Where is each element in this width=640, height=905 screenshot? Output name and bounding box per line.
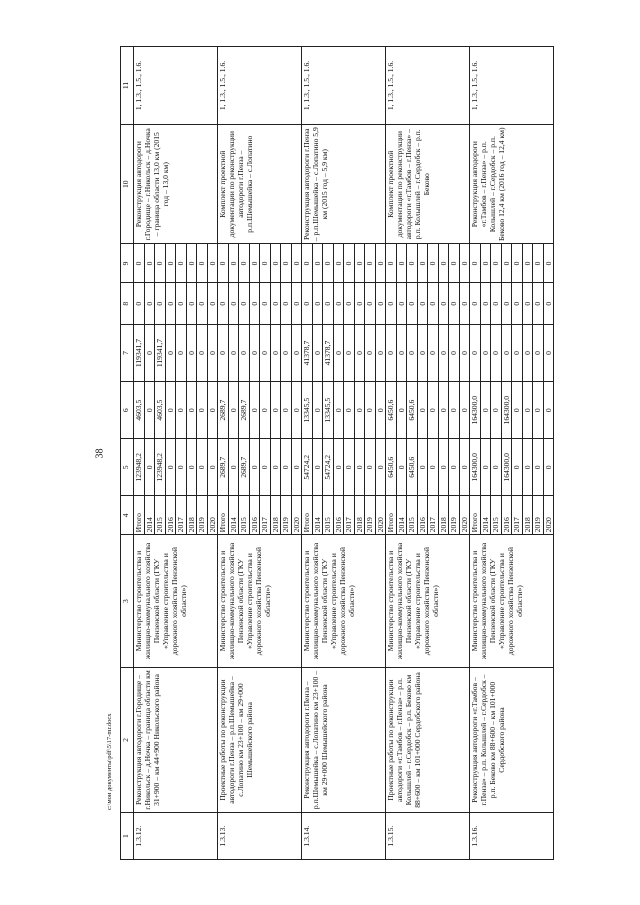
amount-cell: 0 [176, 244, 187, 283]
year-cell: 2018 [354, 496, 365, 535]
row-link: 1, 1.3., 1.5., 1.6. [386, 47, 470, 125]
amount-cell: 0 [459, 324, 470, 381]
column-header: 9 [121, 244, 134, 283]
row-id: 1.3.16. [470, 813, 554, 860]
amount-cell: 0 [176, 324, 187, 381]
amount-cell: 6450,6 [386, 439, 397, 496]
amount-cell: 0 [260, 324, 271, 381]
amount-cell: 0 [533, 324, 544, 381]
amount-cell: 13345,5 [302, 382, 313, 439]
table-row [470, 47, 481, 860]
column-header: 2 [121, 667, 134, 812]
column-header: 1 [121, 813, 134, 860]
row-link: 1, 1.3., 1.5., 1.6. [470, 47, 554, 125]
amount-cell: 0 [459, 244, 470, 283]
amount-cell: 0 [281, 382, 292, 439]
amount-cell: 0 [480, 382, 491, 439]
amount-cell: 0 [281, 283, 292, 325]
amount-cell: 0 [396, 382, 407, 439]
row-measure-name: Реконструкция автодороги г.Городище – г.Никольск – д.Ночка – граница области км 31+900 – км 44+900 Никольского района [134, 667, 218, 812]
amount-cell: 0 [512, 244, 523, 283]
amount-cell: 0 [270, 324, 281, 381]
column-header: 7 [121, 324, 134, 381]
column-header: 6 [121, 382, 134, 439]
amount-cell: 0 [375, 382, 386, 439]
amount-cell: 0 [491, 439, 502, 496]
amount-cell: 0 [365, 324, 376, 381]
amount-cell: 0 [207, 439, 218, 496]
amount-cell: 0 [260, 244, 271, 283]
year-cell: 2015 [155, 496, 166, 535]
amount-cell: 13345,5 [323, 382, 334, 439]
amount-cell: 0 [281, 439, 292, 496]
amount-cell: 0 [438, 382, 449, 439]
amount-cell: 0 [417, 382, 428, 439]
amount-cell: 0 [239, 324, 250, 381]
amount-cell: 0 [459, 439, 470, 496]
amount-cell: 0 [522, 244, 533, 283]
year-cell: Итого [386, 496, 397, 535]
amount-cell: 0 [155, 283, 166, 325]
year-cell: 2014 [228, 496, 239, 535]
amount-cell: 0 [512, 439, 523, 496]
row-id: 1.3.15. [386, 813, 470, 860]
year-cell: 2019 [197, 496, 208, 535]
year-cell: 2014 [396, 496, 407, 535]
year-cell: 2020 [459, 496, 470, 535]
amount-cell: 0 [512, 382, 523, 439]
amount-cell: 0 [407, 324, 418, 381]
amount-cell: 0 [207, 324, 218, 381]
amount-cell: 0 [186, 382, 197, 439]
row-id: 1.3.14. [302, 813, 386, 860]
amount-cell: 0 [365, 283, 376, 325]
amount-cell: 0 [249, 324, 260, 381]
amount-cell: 0 [449, 382, 460, 439]
amount-cell: 0 [144, 439, 155, 496]
row-result: Реконструкция автодороги г.Пенза – р.п.Шемышейка – с.Лопатино 5,9 км (2015 год – 5,9 км) [302, 124, 386, 243]
amount-cell: 0 [480, 244, 491, 283]
amount-cell: 6450,6 [386, 382, 397, 439]
amount-cell: 0 [470, 283, 481, 325]
year-cell: 2016 [501, 496, 512, 535]
amount-cell: 0 [333, 439, 344, 496]
year-cell: 2014 [144, 496, 155, 535]
amount-cell: 123948,2 [134, 439, 145, 496]
amount-cell: 0 [249, 439, 260, 496]
amount-cell: 0 [239, 244, 250, 283]
amount-cell: 0 [428, 324, 439, 381]
amount-cell: 0 [522, 439, 533, 496]
amount-cell: 0 [438, 244, 449, 283]
amount-cell: 0 [270, 283, 281, 325]
amount-cell: 0 [354, 382, 365, 439]
amount-cell: 0 [323, 244, 334, 283]
amount-cell: 0 [449, 439, 460, 496]
row-link: 1, 1.3., 1.5., 1.6. [218, 47, 302, 125]
amount-cell: 0 [354, 283, 365, 325]
amount-cell: 0 [354, 324, 365, 381]
year-cell: 2016 [417, 496, 428, 535]
amount-cell: 0 [491, 244, 502, 283]
row-link: 1, 1.3., 1.5., 1.6. [134, 47, 218, 125]
amount-cell: 0 [543, 324, 554, 381]
amount-cell: 0 [501, 324, 512, 381]
amount-cell: 0 [186, 439, 197, 496]
row-measure-name: Проектные работы по реконструкции автодороги г.Пенза – р.п.Шемышейка – с.Лопатино км 23+100 – км 29+000 Шемышейского района [218, 667, 302, 812]
year-cell: 2018 [438, 496, 449, 535]
amount-cell: 0 [396, 283, 407, 325]
amount-cell: 0 [396, 324, 407, 381]
amount-cell: 0 [344, 244, 355, 283]
amount-cell: 0 [522, 324, 533, 381]
amount-cell: 0 [344, 283, 355, 325]
amount-cell: 0 [228, 382, 239, 439]
year-cell: 2019 [365, 496, 376, 535]
amount-cell: 0 [533, 283, 544, 325]
amount-cell: 0 [165, 324, 176, 381]
amount-cell: 0 [165, 439, 176, 496]
table-row [386, 47, 397, 860]
amount-cell: 0 [449, 283, 460, 325]
row-executor: Министерство строительства и жилищно-коммунального хозяйства Пензенской области (ГКУ «Управление строительства и дорожного хозяйства Пензенской области») [218, 535, 302, 667]
column-header: 10 [121, 124, 134, 243]
amount-cell: 0 [459, 382, 470, 439]
amount-cell: 54724,2 [302, 439, 313, 496]
amount-cell: 6450,6 [407, 439, 418, 496]
amount-cell: 0 [155, 244, 166, 283]
amount-cell: 0 [218, 324, 229, 381]
amount-cell: 0 [543, 283, 554, 325]
amount-cell: 0 [281, 244, 292, 283]
amount-cell: 0 [501, 283, 512, 325]
amount-cell: 0 [270, 439, 281, 496]
amount-cell: 0 [417, 244, 428, 283]
amount-cell: 0 [291, 244, 302, 283]
amount-cell: 0 [291, 283, 302, 325]
amount-cell: 0 [197, 244, 208, 283]
amount-cell: 0 [386, 244, 397, 283]
amount-cell: 0 [543, 244, 554, 283]
amount-cell: 0 [522, 283, 533, 325]
amount-cell: 0 [438, 324, 449, 381]
amount-cell: 0 [491, 324, 502, 381]
amount-cell: 0 [344, 439, 355, 496]
amount-cell: 0 [501, 244, 512, 283]
column-header: 11 [121, 47, 134, 125]
year-cell: 2019 [281, 496, 292, 535]
amount-cell: 0 [470, 324, 481, 381]
amount-cell: 0 [354, 244, 365, 283]
amount-cell: 119341,7 [134, 324, 145, 381]
amount-cell: 0 [417, 439, 428, 496]
amount-cell: 0 [186, 244, 197, 283]
amount-cell: 0 [302, 244, 313, 283]
amount-cell: 41378,7 [302, 324, 313, 381]
amount-cell: 0 [365, 382, 376, 439]
amount-cell: 54724,2 [323, 439, 334, 496]
row-executor: Министерство строительства и жилищно-коммунального хозяйства Пензенской области (ГКУ «Управление строительства и дорожного хозяйства Пензенской области») [302, 535, 386, 667]
amount-cell: 0 [428, 382, 439, 439]
column-header: 8 [121, 283, 134, 325]
amount-cell: 0 [459, 283, 470, 325]
amount-cell: 0 [270, 244, 281, 283]
amount-cell: 0 [386, 324, 397, 381]
amount-cell: 0 [186, 324, 197, 381]
row-result: Реконструкция автодороги г.Городище – г.Никольск – д.Ночка – граница области 13,0 км (2015 год – 13,0 км) [134, 124, 218, 243]
year-cell: 2015 [407, 496, 418, 535]
amount-cell: 0 [449, 324, 460, 381]
amount-cell: 0 [312, 439, 323, 496]
amount-cell: 0 [543, 439, 554, 496]
amount-cell: 123948,2 [155, 439, 166, 496]
amount-cell: 41378,7 [323, 324, 334, 381]
amount-cell: 0 [144, 283, 155, 325]
file-path-footer: c:\мои документы\pdf\5\17-mr.docx [106, 713, 113, 810]
amount-cell: 0 [207, 244, 218, 283]
row-measure-name: Реконструкция автодороги г.Пенза – р.п.Шемышейка – с.Лопатино км 23+100 – км 29+000 Шемышейского района [302, 667, 386, 812]
amount-cell: 0 [312, 382, 323, 439]
year-cell: 2015 [239, 496, 250, 535]
amount-cell: 0 [375, 439, 386, 496]
table-body [134, 47, 554, 860]
year-cell: 2018 [270, 496, 281, 535]
amount-cell: 0 [228, 439, 239, 496]
year-cell: 2019 [449, 496, 460, 535]
year-cell: 2017 [512, 496, 523, 535]
amount-cell: 0 [312, 283, 323, 325]
amount-cell: 0 [134, 283, 145, 325]
amount-cell: 0 [417, 283, 428, 325]
year-cell: 2018 [522, 496, 533, 535]
row-id: 1.3.12. [134, 813, 218, 860]
year-cell: Итого [470, 496, 481, 535]
amount-cell: 0 [344, 382, 355, 439]
amount-cell: 0 [207, 283, 218, 325]
page-number: 38 [94, 448, 106, 459]
year-cell: 2017 [344, 496, 355, 535]
year-cell: 2014 [480, 496, 491, 535]
table-row [302, 47, 313, 860]
amount-cell: 0 [491, 283, 502, 325]
amount-cell: 0 [533, 382, 544, 439]
amount-cell: 0 [428, 283, 439, 325]
amount-cell: 0 [260, 439, 271, 496]
year-cell: Итого [134, 496, 145, 535]
year-cell: 2015 [491, 496, 502, 535]
amount-cell: 164300,0 [501, 439, 512, 496]
year-cell: 2020 [375, 496, 386, 535]
amount-cell: 0 [197, 382, 208, 439]
amount-cell: 0 [176, 382, 187, 439]
year-cell: 2016 [165, 496, 176, 535]
year-cell: 2017 [260, 496, 271, 535]
year-cell: 2015 [323, 496, 334, 535]
amount-cell: 0 [281, 324, 292, 381]
amount-cell: 0 [144, 382, 155, 439]
row-measure-name: Реконструкция автодороги «г.Тамбов – г.Пенза» – р.п. Колышлей – г.Сердобск – р.п. Беково км 88+600 – км 101+000 Сердобского района [470, 667, 554, 812]
amount-cell: 0 [333, 244, 344, 283]
amount-cell: 0 [543, 382, 554, 439]
year-cell: Итого [302, 496, 313, 535]
amount-cell: 0 [396, 244, 407, 283]
amount-cell: 0 [522, 382, 533, 439]
amount-cell: 0 [396, 439, 407, 496]
program-table [120, 46, 554, 860]
amount-cell: 0 [438, 439, 449, 496]
amount-cell: 2689,7 [218, 382, 229, 439]
row-executor: Министерство строительства и жилищно-коммунального хозяйства Пензенской области (ГКУ «Управление строительства и дорожного хозяйства Пензенской области») [386, 535, 470, 667]
amount-cell: 0 [228, 324, 239, 381]
year-cell: 2020 [207, 496, 218, 535]
amount-cell: 0 [407, 244, 418, 283]
amount-cell: 4603,5 [155, 382, 166, 439]
table-row [218, 47, 229, 860]
row-link: 1, 1.3., 1.5., 1.6. [302, 47, 386, 125]
year-cell: 2016 [249, 496, 260, 535]
row-measure-name: Проектные работы по реконструкции автодороги «г.Тамбов – г.Пенза» – р.п. Колышлей – г.Сердобск – р.п. Беково км 88+600 – км 101+000 Сердобского района [386, 667, 470, 812]
amount-cell: 0 [533, 244, 544, 283]
amount-cell: 0 [333, 382, 344, 439]
amount-cell: 0 [407, 283, 418, 325]
row-id: 1.3.13. [218, 813, 302, 860]
amount-cell: 0 [470, 244, 481, 283]
row-result: Комплект проектной документации по реконструкции автодороги «г.Тамбов – г.Пенза» – р.п. Колышлей – г.Сердобск – р.п. Беково [386, 124, 470, 243]
amount-cell: 0 [438, 283, 449, 325]
amount-cell: 0 [249, 283, 260, 325]
row-result: Реконструкция автодороги «г.Тамбов – г.Пенза» – р.п. Колышлей – г.Сердобск – р.п. Беково 12,4 км (2016 год – 12,4 км) [470, 124, 554, 243]
row-result: Комплект проектной документации по реконструкции автодороги г.Пенза – р.п.Шемышейка – с.Лопатино [218, 124, 302, 243]
amount-cell: 0 [333, 324, 344, 381]
year-cell: 2018 [186, 496, 197, 535]
amount-cell: 119341,7 [155, 324, 166, 381]
amount-cell: 164300,0 [470, 439, 481, 496]
amount-cell: 164300,0 [501, 382, 512, 439]
amount-cell: 0 [144, 244, 155, 283]
amount-cell: 0 [375, 244, 386, 283]
amount-cell: 0 [249, 244, 260, 283]
program-table-container [120, 46, 596, 860]
amount-cell: 0 [302, 283, 313, 325]
amount-cell: 0 [197, 439, 208, 496]
amount-cell: 0 [134, 244, 145, 283]
amount-cell: 0 [186, 283, 197, 325]
amount-cell: 0 [260, 382, 271, 439]
amount-cell: 0 [512, 283, 523, 325]
amount-cell: 0 [176, 439, 187, 496]
amount-cell: 0 [365, 244, 376, 283]
amount-cell: 0 [428, 244, 439, 283]
amount-cell: 0 [449, 244, 460, 283]
row-executor: Министерство строительства и жилищно-коммунального хозяйства Пензенской области (ГКУ «Управление строительства и дорожного хозяйства Пензенской области») [470, 535, 554, 667]
column-number-row [121, 47, 134, 860]
amount-cell: 0 [165, 382, 176, 439]
amount-cell: 0 [533, 439, 544, 496]
year-cell: 2020 [543, 496, 554, 535]
amount-cell: 0 [291, 439, 302, 496]
amount-cell: 0 [491, 382, 502, 439]
amount-cell: 0 [312, 244, 323, 283]
amount-cell: 0 [333, 283, 344, 325]
amount-cell: 164300,0 [470, 382, 481, 439]
row-executor: Министерство строительства и жилищно-коммунального хозяйства Пензенской области (ГКУ «Управление строительства и дорожного хозяйства Пензенской области») [134, 535, 218, 667]
amount-cell: 0 [312, 324, 323, 381]
amount-cell: 0 [480, 324, 491, 381]
amount-cell: 0 [207, 382, 218, 439]
column-header: 4 [121, 496, 134, 535]
amount-cell: 2689,7 [218, 439, 229, 496]
year-cell: 2019 [533, 496, 544, 535]
amount-cell: 0 [417, 324, 428, 381]
amount-cell: 0 [228, 244, 239, 283]
column-header: 3 [121, 535, 134, 667]
amount-cell: 0 [197, 283, 208, 325]
amount-cell: 0 [270, 382, 281, 439]
amount-cell: 0 [228, 283, 239, 325]
amount-cell: 0 [354, 439, 365, 496]
table-row [134, 47, 145, 860]
amount-cell: 0 [375, 324, 386, 381]
year-cell: 2014 [312, 496, 323, 535]
amount-cell: 0 [218, 283, 229, 325]
amount-cell: 0 [512, 324, 523, 381]
amount-cell: 0 [323, 283, 334, 325]
amount-cell: 0 [480, 439, 491, 496]
year-cell: 2017 [176, 496, 187, 535]
amount-cell: 2689,7 [239, 439, 250, 496]
amount-cell: 0 [344, 324, 355, 381]
amount-cell: 4603,5 [134, 382, 145, 439]
amount-cell: 0 [239, 283, 250, 325]
amount-cell: 0 [375, 283, 386, 325]
year-cell: 2020 [291, 496, 302, 535]
amount-cell: 0 [218, 244, 229, 283]
amount-cell: 0 [165, 244, 176, 283]
amount-cell: 0 [386, 283, 397, 325]
year-cell: Итого [218, 496, 229, 535]
amount-cell: 0 [144, 324, 155, 381]
amount-cell: 6450,6 [407, 382, 418, 439]
amount-cell: 0 [428, 439, 439, 496]
amount-cell: 0 [176, 283, 187, 325]
amount-cell: 2689,7 [239, 382, 250, 439]
amount-cell: 0 [260, 283, 271, 325]
year-cell: 2017 [428, 496, 439, 535]
amount-cell: 0 [249, 382, 260, 439]
amount-cell: 0 [291, 324, 302, 381]
amount-cell: 0 [165, 283, 176, 325]
amount-cell: 0 [365, 439, 376, 496]
amount-cell: 0 [197, 324, 208, 381]
year-cell: 2016 [333, 496, 344, 535]
amount-cell: 0 [480, 283, 491, 325]
column-header: 5 [121, 439, 134, 496]
amount-cell: 0 [291, 382, 302, 439]
